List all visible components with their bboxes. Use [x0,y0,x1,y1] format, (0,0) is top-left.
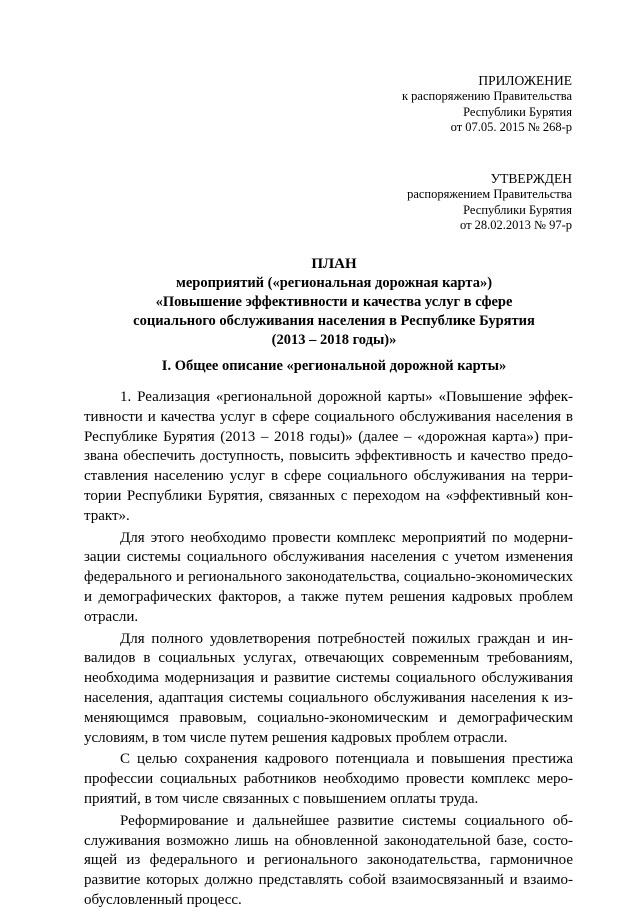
title-line-5: (2013 – 2018 годы)» [271,332,397,348]
paragraph: Для полного удовлетворения потребностей пожилых граждан и инвалидов в социальных услугах, отвечающих современным требованиям, необходима модернизация и развитие системы социального обслуживания населения, адаптация системы социального обслуживания населения к изменяющимся правовым, социально-экономическим и демографическим условиям, в том числе путем решения кадровых проблем отрасли. [84,630,573,746]
approved-title: УТВЕРЖДЕН [490,171,572,186]
title-line-4: социального обслуживания населения в Республике Бурятия [133,313,535,329]
title-plan: ПЛАН [311,256,357,272]
section-heading: I. Общее описание «региональной дорожной карты» [161,358,507,374]
approved-line-2: Республики Бурятия [463,202,572,217]
title-line-2: мероприятий («региональная дорожная карта») [175,275,493,291]
document-title [84,255,584,350]
paragraph: С целью сохранения кадрового потенциала и повышения престижа профессии социальных работников необходимо провести комплекс мероприятий, в том числе связанных с повышением оплаты труда. [84,751,573,807]
appendix-line-1: к распоряжению Правительства [401,89,572,103]
approved-stamp [407,171,572,234]
appendix-title: ПРИЛОЖЕНИЕ [478,73,572,88]
approved-line-1: распоряжением Правительства [407,187,572,201]
appendix-line-3: от 07.05. 2015 № 268-р [450,120,572,134]
appendix-line-2: Республики Бурятия [463,104,572,119]
section-body [84,388,573,913]
paragraph: 1. Реализация «региональной дорожной карты» «Повышение эффективности и качества услуг в сфере социального обслуживания населения в Республике Бурятия (2013 – 2018 годы)» (далее – «дорожная карта») призвана обеспечить доступность, повысить эффективность и качество предоставления населению услуг в сфере социального обслуживания на территории Республики Бурятия, связанных с переходом на «эффективный контракт». [84,389,573,524]
title-line-3: «Повышение эффективности и качества услуг в сфере [155,294,513,310]
approved-line-3: от 28.02.2013 № 97-р [459,218,572,232]
paragraph: Реформирование и дальнейшее развитие системы социального обслуживания возможно лишь на обновленной законодательной базе, состоящей из федерального и регионального законодательства, гармоничное развитие которых должно представлять собой взаимосвязанный и взаимообусловленный процесс. [84,812,573,908]
paragraph: Для этого необходимо провести комплекс мероприятий по модернизации системы социального обслуживания населения с учетом изменения федерального и регионального законодательства, социально-экономических и демографических факторов, а также путем решения кадровых проблем отрасли. [84,529,573,625]
appendix-stamp [402,73,572,136]
